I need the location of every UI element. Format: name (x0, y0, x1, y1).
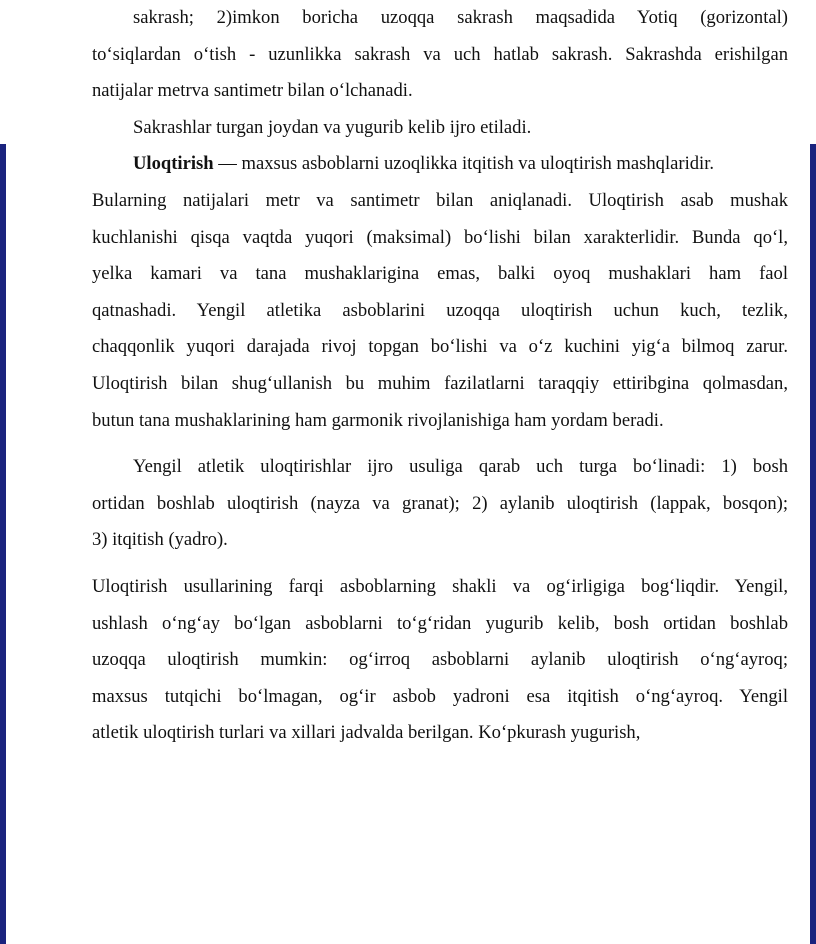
text-line: ushlash o‘ng‘ay bo‘lgan asboblarni to‘g‘ridan yugurib kelib, bosh ortidan boshlab (92, 612, 788, 634)
paragraph-jump-execution (92, 110, 788, 147)
text-line: Yengil atletik uloqtirishlar ijro usuliga qarab uch turga bo‘linadi: 1) bosh (133, 456, 788, 478)
page-border-left (0, 144, 6, 944)
paragraph-throwing-methods (92, 569, 788, 752)
paragraph-gap (92, 559, 788, 569)
text-line: Uloqtirish bilan shug‘ullanish bu muhim fazilatlarni taraqqiy ettiribgina qolmasdan, (92, 372, 788, 394)
text-line: sakrash; 2)imkon boricha uzoqqa sakrash maqsadida Yotiq (gorizontal) (133, 7, 788, 28)
paragraph-throwing-types (92, 449, 788, 559)
text-line: Sakrashlar turgan joydan va yugurib kelib ijro etiladi. (133, 116, 532, 138)
text-line: qatnashadi. Yengil atletika asboblarini uzoqqa uloqtirish uchun kuch, tezlik, (92, 299, 788, 321)
term-definition: — maxsus asboblarni uzoqlikka itqitish va uloqtirish mashqlaridir. (213, 153, 715, 175)
text-line: 3) itqitish (yadro). (92, 529, 228, 551)
text-line: butun tana mushaklarining ham garmonik rivojlanishiga ham yordam beradi. (92, 409, 664, 431)
text-line (92, 146, 788, 183)
text-line: Uloqtirish usullarining farqi asboblarning shakli va og‘irligiga bog‘liqdir. Yengil, (92, 575, 788, 597)
text-line: to‘siqlardan o‘tish - uzunlikka sakrash va uch hatlab sakrash. Sakrashda erishilgan (92, 43, 788, 65)
text-line: uzoqqa uloqtirish mumkin: og‘irroq asboblarni aylanib uloqtirish o‘ng‘ayroq; (92, 649, 788, 671)
text-line: maxsus tutqichi bo‘lmagan, og‘ir asbob yadroni esa itqitish o‘ng‘ayroq. Yengil (92, 685, 788, 707)
text-line: atletik uloqtirish turlari va xillari jadvalda berilgan. Ko‘pkurash yugurish, (92, 722, 641, 744)
text-line: ortidan boshlab uloqtirish (nayza va granat); 2) aylanib uloqtirish (lappak, bosqon); (92, 492, 788, 514)
term-heading: Uloqtirish (133, 153, 214, 175)
text-line: chaqqonlik yuqori darajada rivoj topgan bo‘lishi va o‘z kuchini yig‘a bilmoq zarur. (92, 336, 788, 358)
page-border-right (810, 144, 816, 944)
document-body (92, 0, 788, 752)
text-line: kuchlanishi qisqa vaqtda yuqori (maksimal) bo‘lishi bilan xarakterlidir. Bunda qo‘l, (92, 226, 788, 248)
text-line: Bularning natijalari metr va santimetr bilan aniqlanadi. Uloqtirish asab mushak (92, 189, 788, 211)
paragraph-jumping-types (92, 0, 788, 110)
text-line: yelka kamari va tana mushaklarigina emas, balki oyoq mushaklari ham faol (92, 263, 788, 285)
paragraph-gap (92, 439, 788, 449)
paragraph-throwing-definition (92, 146, 788, 439)
text-line: natijalar metrva santimetr bilan o‘lchanadi. (92, 80, 413, 102)
